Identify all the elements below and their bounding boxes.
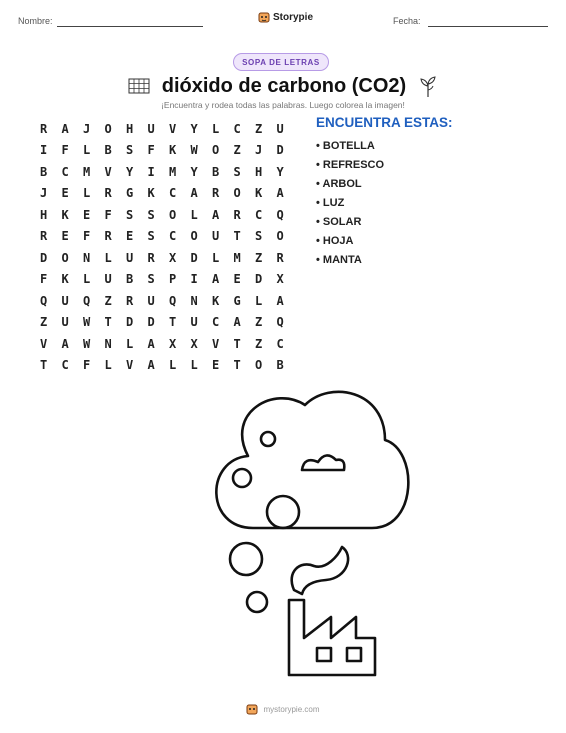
grid-letter[interactable]: D [255,272,263,287]
grid-letter[interactable]: E [126,229,134,244]
factory-window [347,648,361,661]
grid-letter[interactable]: H [255,164,263,179]
grid-letter[interactable]: B [126,272,134,287]
grid-letter[interactable]: U [126,250,134,265]
grid-letter[interactable]: O [61,250,69,265]
grid-letter[interactable]: D [276,143,284,158]
grid-letter[interactable]: R [40,121,48,136]
grid-letter[interactable]: X [276,272,284,287]
word-item: • ARBOL [316,178,362,190]
name-line[interactable] [57,26,203,27]
grid-letter[interactable]: V [40,336,48,351]
grid-letter[interactable]: T [233,358,241,373]
word-item: • MANTA [316,254,362,266]
grid-letter[interactable]: T [169,315,177,330]
grid-letter[interactable]: N [83,250,91,265]
grid-letter[interactable]: U [104,272,112,287]
grid-letter[interactable]: E [61,186,69,201]
grid-letter[interactable]: Y [190,121,198,136]
word-item: • LUZ [316,197,345,209]
grid-letter[interactable]: V [169,121,177,136]
grid-letter[interactable]: R [147,250,155,265]
page-title: dióxido de carbono (CO2) [161,74,407,97]
grid-letter[interactable]: D [126,315,134,330]
coloring-illustration[interactable] [0,380,566,680]
grid-letter[interactable]: O [255,358,263,373]
grid-letter[interactable]: J [83,121,91,136]
grid-letter[interactable]: I [40,143,48,158]
title-row [0,72,566,100]
grid-letter[interactable]: I [147,164,155,179]
grid-letter[interactable]: Z [255,250,263,265]
grid-letter[interactable]: A [147,358,155,373]
grid-letter[interactable]: F [61,143,69,158]
grid-letter[interactable]: C [61,358,69,373]
grid-letter[interactable]: F [83,358,91,373]
grid-letter[interactable]: C [169,229,177,244]
grid-letter[interactable]: B [40,164,48,179]
grid-letter[interactable]: L [190,358,198,373]
grid-letter[interactable]: F [40,272,48,287]
grid-letter[interactable]: R [104,186,112,201]
grid-letter[interactable]: Y [276,164,284,179]
grid-letter[interactable]: C [212,315,220,330]
grid-letter[interactable]: U [147,121,155,136]
grid-letter[interactable]: M [83,164,91,179]
grid-letter[interactable]: Q [276,207,284,222]
date-line[interactable] [428,26,548,27]
grid-letter[interactable]: K [255,186,263,201]
grid-letter[interactable]: A [212,272,220,287]
grid-letter[interactable]: U [276,121,284,136]
grid-letter[interactable]: B [104,143,112,158]
grid-letter[interactable]: A [147,336,155,351]
grid-letter[interactable]: G [126,186,134,201]
grid-letter[interactable]: G [233,293,241,308]
grid-letter[interactable]: F [104,207,112,222]
sprout-icon [418,74,438,98]
grid-letter[interactable]: L [83,272,91,287]
grid-letter[interactable]: U [212,229,220,244]
factory-window [317,648,331,661]
grid-letter[interactable]: U [61,315,69,330]
cloud-bubble [261,432,275,446]
grid-letter[interactable]: O [169,207,177,222]
grid-letter[interactable]: K [61,272,69,287]
grid-letter[interactable]: T [104,315,112,330]
grid-letter[interactable]: K [169,143,177,158]
grid-letter[interactable]: U [147,293,155,308]
instructions: ¡Encuentra y rodea todas las palabras. Luego colorea la imagen! [161,100,405,110]
grid-letter[interactable]: H [126,121,134,136]
grid-letter[interactable]: L [212,121,220,136]
grid-letter[interactable]: X [169,336,177,351]
grid-letter[interactable]: E [212,358,220,373]
storypie-logo-icon [258,11,270,23]
grid-letter[interactable]: Q [40,293,48,308]
factory-building [289,600,375,675]
brand [258,11,313,23]
grid-letter[interactable]: D [190,250,198,265]
grid-letter[interactable]: F [83,229,91,244]
grid-letter[interactable]: X [169,250,177,265]
grid-letter[interactable]: M [169,164,177,179]
grid-letter[interactable]: C [233,121,241,136]
date-label: Fecha: [393,16,421,26]
grid-letter[interactable]: R [233,207,241,222]
grid-letter[interactable]: W [83,315,91,330]
grid-letter[interactable]: V [212,336,220,351]
word-item: • BOTELLA [316,140,375,152]
grid-letter[interactable]: T [233,229,241,244]
smoke-puff [230,543,262,575]
letter-grid[interactable] [40,118,298,376]
grid-letter[interactable]: L [190,207,198,222]
grid-letter[interactable]: V [126,358,134,373]
grid-letter[interactable]: L [169,358,177,373]
activity-badge: SOPA DE LETRAS [233,53,329,71]
grid-letter[interactable]: O [190,229,198,244]
grid-letter[interactable]: O [233,186,241,201]
grid-letter[interactable]: R [212,186,220,201]
footer [0,703,566,715]
grid-letter[interactable]: S [147,272,155,287]
grid-letter[interactable]: L [83,186,91,201]
grid-letter[interactable]: I [190,272,198,287]
grid-icon [128,78,150,94]
grid-letter[interactable]: O [276,229,284,244]
grid-letter[interactable]: O [212,143,220,158]
grid-letter[interactable]: Z [255,336,263,351]
grid-letter[interactable]: Z [233,143,241,158]
word-item: • HOJA [316,235,354,247]
grid-letter[interactable]: N [104,336,112,351]
grid-letter[interactable]: K [61,207,69,222]
grid-letter[interactable]: A [276,293,284,308]
grid-letter[interactable]: A [61,336,69,351]
grid-letter[interactable]: U [61,293,69,308]
grid-letter[interactable]: D [40,250,48,265]
grid-letter[interactable]: Z [255,121,263,136]
grid-letter[interactable]: C [276,336,284,351]
grid-letter[interactable]: C [169,186,177,201]
grid-letter[interactable]: E [61,229,69,244]
grid-letter[interactable]: S [255,229,263,244]
grid-letter[interactable]: A [61,121,69,136]
grid-letter[interactable]: N [190,293,198,308]
cloud-bubble [267,496,299,528]
grid-letter[interactable]: S [126,143,134,158]
grid-letter[interactable]: S [126,207,134,222]
grid-letter[interactable]: Y [126,164,134,179]
grid-letter[interactable]: Z [255,315,263,330]
grid-letter[interactable]: P [169,272,177,287]
grid-letter[interactable]: L [104,358,112,373]
grid-letter[interactable]: S [147,229,155,244]
word-item: • REFRESCO [316,159,385,171]
grid-letter[interactable]: Y [190,164,198,179]
grid-letter[interactable]: B [276,358,284,373]
brand-name: Storypie [273,11,314,23]
smoke-puff [247,592,267,612]
grid-letter[interactable]: F [147,143,155,158]
grid-letter[interactable]: H [40,207,48,222]
grid-letter[interactable]: E [83,207,91,222]
grid-letter[interactable]: U [190,315,198,330]
grid-letter[interactable]: L [212,250,220,265]
grid-letter[interactable]: T [233,336,241,351]
grid-letter[interactable]: L [83,143,91,158]
grid-letter[interactable]: K [212,293,220,308]
grid-letter[interactable]: Q [169,293,177,308]
grid-letter[interactable]: M [233,250,241,265]
grid-letter[interactable]: A [233,315,241,330]
grid-letter[interactable]: B [212,164,220,179]
grid-letter[interactable]: O [104,121,112,136]
grid-letter[interactable]: X [190,336,198,351]
word-list [316,137,384,270]
grid-letter[interactable]: C [255,207,263,222]
word-list-heading: ENCUENTRA ESTAS: [316,115,453,130]
grid-letter[interactable]: Q [83,293,91,308]
grid-letter[interactable]: D [147,315,155,330]
small-cloud [302,455,344,470]
storypie-logo-icon [246,703,258,715]
word-item: • SOLAR [316,216,362,228]
grid-letter[interactable]: Z [104,293,112,308]
grid-letter[interactable]: T [40,358,48,373]
grid-letter[interactable]: A [190,186,198,201]
grid-letter[interactable]: V [104,164,112,179]
grid-letter[interactable]: E [233,272,241,287]
name-label: Nombre: [18,16,53,26]
grid-letter[interactable]: J [255,143,263,158]
grid-letter[interactable]: R [126,293,134,308]
smoke-swirl [292,547,348,594]
grid-letter[interactable]: Z [40,315,48,330]
grid-letter[interactable]: S [233,164,241,179]
grid-letter[interactable]: W [83,336,91,351]
grid-letter[interactable]: K [147,186,155,201]
grid-letter[interactable]: A [276,186,284,201]
grid-letter[interactable]: W [190,143,198,158]
grid-letter[interactable]: C [61,164,69,179]
grid-letter[interactable]: R [276,250,284,265]
grid-letter[interactable]: L [255,293,263,308]
grid-letter[interactable]: J [40,186,48,201]
grid-letter[interactable]: S [147,207,155,222]
grid-letter[interactable]: A [212,207,220,222]
footer-url[interactable]: mystorypie.com [263,704,320,714]
grid-letter[interactable]: R [40,229,48,244]
grid-letter[interactable]: L [126,336,134,351]
grid-letter[interactable]: Q [276,315,284,330]
cloud-bubble [233,469,251,487]
grid-letter[interactable]: R [104,229,112,244]
grid-letter[interactable]: L [104,250,112,265]
